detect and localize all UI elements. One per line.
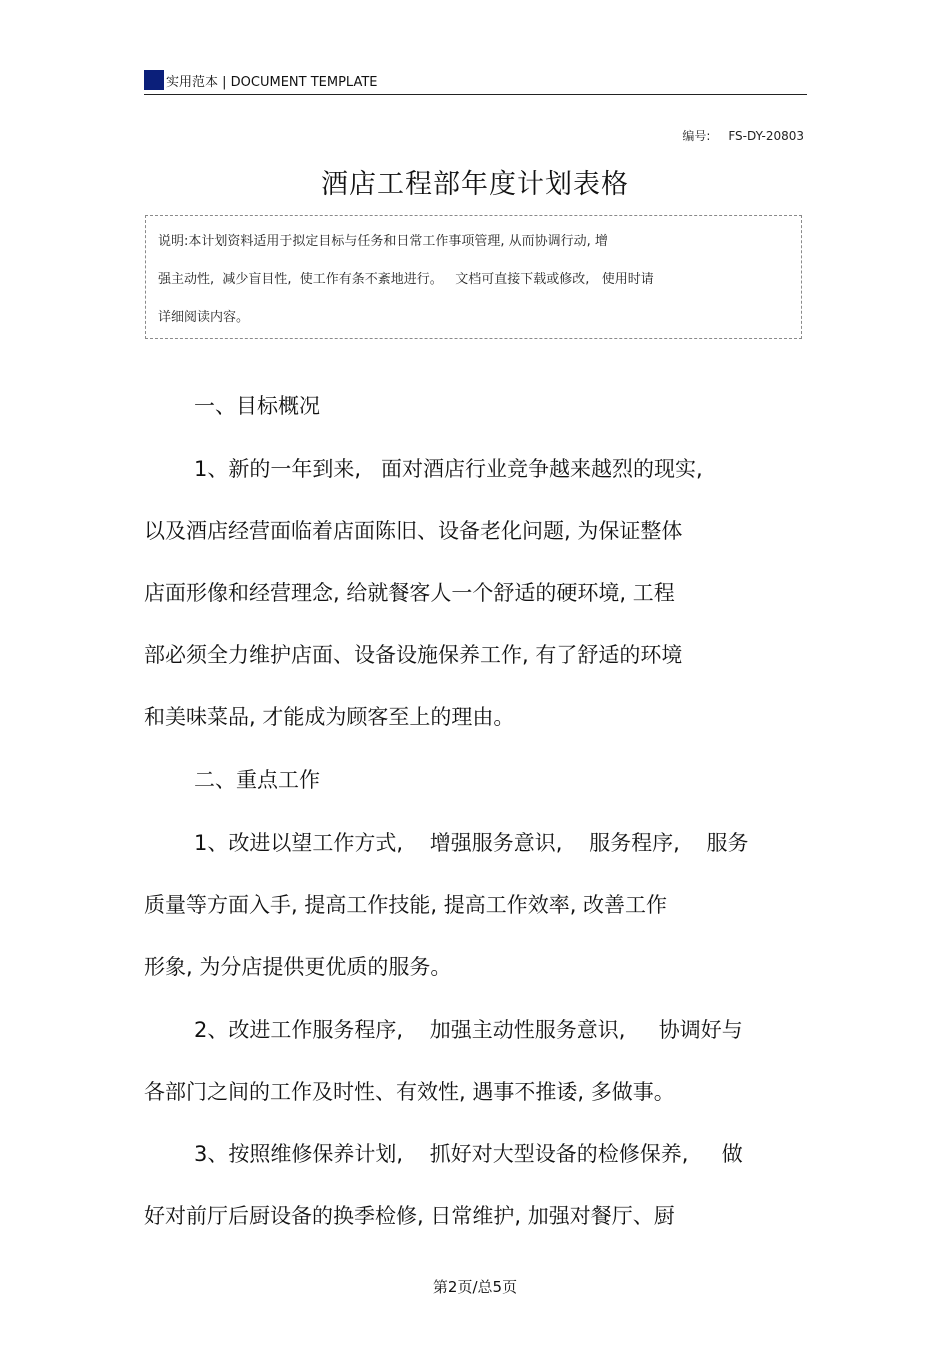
paragraph-line: 店面形像和经营理念, 给就餐客人一个舒适的硬环境, 工程 — [144, 581, 675, 605]
paragraph-line: 各部门之间的工作及时性、有效性, 遇事不推诿, 多做事。 — [144, 1080, 675, 1104]
paragraph-line: 3、按照维修保养计划, 抓好对大型设备的检修保养, 做 — [194, 1142, 743, 1166]
note-line: 说明:本计划资料适用于拟定目标与任务和日常工作事项管理, 从而协调行动, 增 — [158, 234, 608, 249]
instruction-note-box — [145, 215, 802, 339]
note-line: 强主动性, 减少盲目性, 使工作有条不紊地进行。 文档可直接下载或修改, 使用时请 — [158, 272, 654, 287]
paragraph-line: 和美味菜品, 才能成为顾客至上的理由。 — [144, 705, 515, 729]
paragraph-line: 部必须全力维护店面、设备设施保养工作, 有了舒适的环境 — [144, 643, 683, 667]
document-number — [682, 127, 804, 144]
paragraph-line: 1、新的一年到来, 面对酒店行业竞争越来越烈的现实, — [194, 457, 703, 481]
logo-square-icon — [144, 70, 164, 90]
page-title: 酒店工程部年度计划表格 — [321, 169, 629, 200]
paragraph-line: 质量等方面入手, 提高工作技能, 提高工作效率, 改善工作 — [144, 893, 668, 917]
paragraph-line: 形象, 为分店提供更优质的服务。 — [144, 955, 452, 979]
section-heading: 二、重点工作 — [194, 768, 320, 792]
paragraph-line: 1、改进以望工作方式, 增强服务意识, 服务程序, 服务 — [194, 831, 749, 855]
note-line: 详细阅读内容。 — [158, 310, 250, 325]
document-number-label: 编号: — [682, 129, 711, 143]
header-text: 实用范本 | DOCUMENT TEMPLATE — [166, 75, 378, 90]
document-header — [144, 68, 807, 95]
paragraph-line: 好对前厅后厨设备的换季检修, 日常维护, 加强对餐厅、厨 — [144, 1204, 675, 1228]
document-number-value: FS-DY-20803 — [728, 129, 804, 143]
section-heading: 一、目标概况 — [194, 394, 320, 418]
paragraph-line: 以及酒店经营面临着店面陈旧、设备老化问题, 为保证整体 — [144, 519, 683, 543]
paragraph-line: 2、改进工作服务程序, 加强主动性服务意识, 协调好与 — [194, 1018, 743, 1042]
page-number-footer: 第2页/总5页 — [432, 1278, 518, 1296]
